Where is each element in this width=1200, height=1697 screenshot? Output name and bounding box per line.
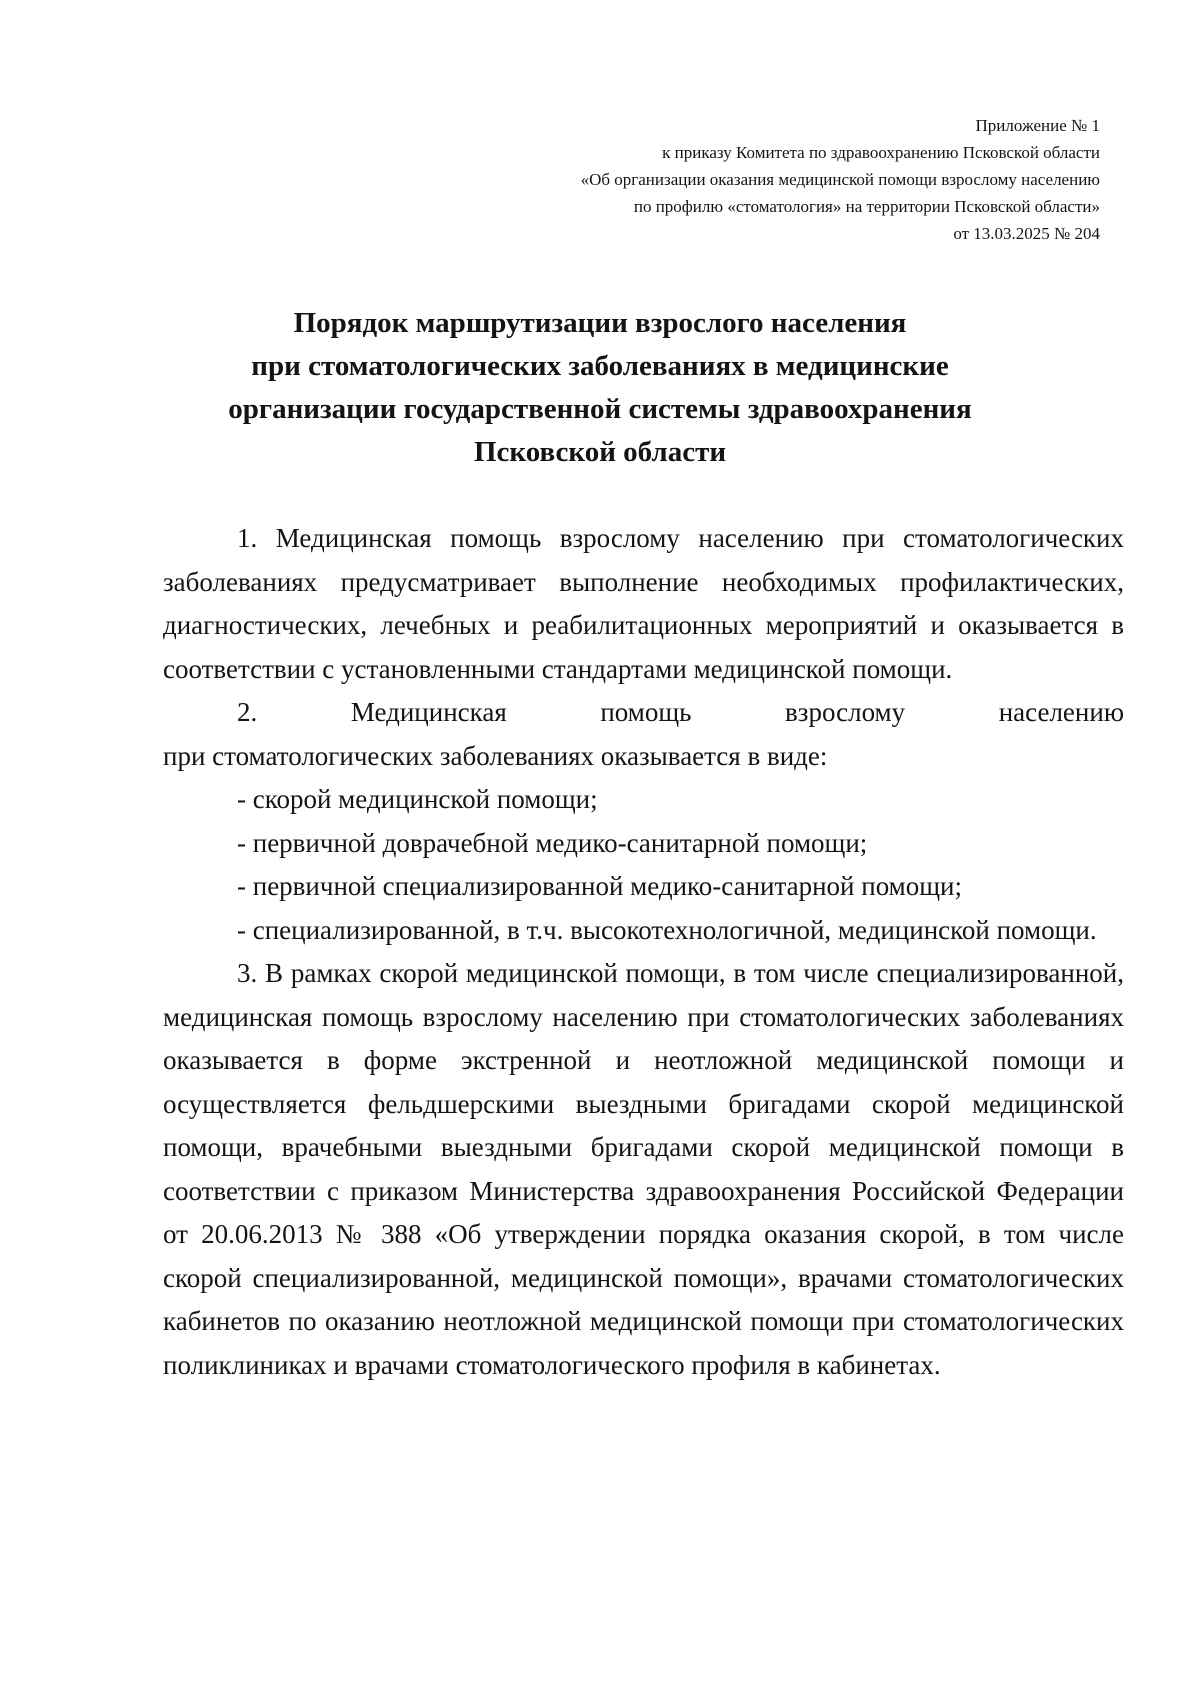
title-line-1: Порядок маршрутизации взрослого населения (293, 307, 907, 339)
title-line-3: организации государственной системы здравоохранения (228, 393, 972, 425)
appendix-number: Приложение № 1 (975, 116, 1100, 135)
list-item-specialized-high-tech: - специализированной, в т.ч. высокотехнологичной, медицинской помощи. (237, 914, 1097, 945)
paragraph-2-line-2: при стоматологических заболеваниях оказывается в виде: (163, 740, 828, 771)
paragraph-1: 1. Медицинская помощь взрослому населению при стоматологических заболеваниях предусматривает выполнение необходимых профилактических, диагностических, лечебных и реабилитационных мероприятий и оказывается в соответствии с установленными стандартами медицинской помощи. (163, 523, 1124, 684)
list-item-primary-specialized: - первичной специализированной медико-санитарной помощи; (237, 871, 963, 901)
title-line-4: Псковской области (473, 436, 727, 468)
list-item-ambulance: - скорой медицинской помощи; (237, 784, 598, 814)
appendix-order-title-line1: «Об организации оказания медицинской помощи взрослому населению (580, 170, 1100, 189)
appendix-header (581, 112, 1100, 247)
document-body (163, 517, 1124, 1387)
document-title (0, 302, 1200, 474)
paragraph-2-line-1: 2. Медицинская помощь взрослому населению (237, 697, 1124, 727)
paragraph-3: 3. В рамках скорой медицинской помощи, в том числе специализированной, медицинская помощь взрослому населению при стоматологических заболеваниях оказывается в форме экстренной и неотложной медицинской помощи и осуществляется фельдшерскими выездными бригадами скорой медицинской помощи, врачебными выездными бригадами скорой медицинской помощи в соответствии с приказом Министерства здравоохранения Российской Федерации от 20.06.2013 № 388 «Об утверждении порядка оказания скорой, в том числе скорой специализированной, медицинской помощи», врачами стоматологических кабинетов по оказанию неотложной медицинской помощи при стоматологических поликлиниках и врачами стоматологического профиля в кабинетах. (163, 958, 1124, 1380)
appendix-order-date-number: от 13.03.2025 № 204 (953, 224, 1100, 243)
appendix-order-reference: к приказу Комитета по здравоохранению Псковской области (662, 143, 1100, 162)
list-item-primary-pre-medical: - первичной доврачебной медико-санитарной помощи; (237, 827, 868, 858)
appendix-order-title-line2: по профилю «стоматология» на территории Псковской области» (633, 197, 1100, 216)
title-line-2: при стоматологических заболеваниях в медицинские (251, 350, 949, 382)
